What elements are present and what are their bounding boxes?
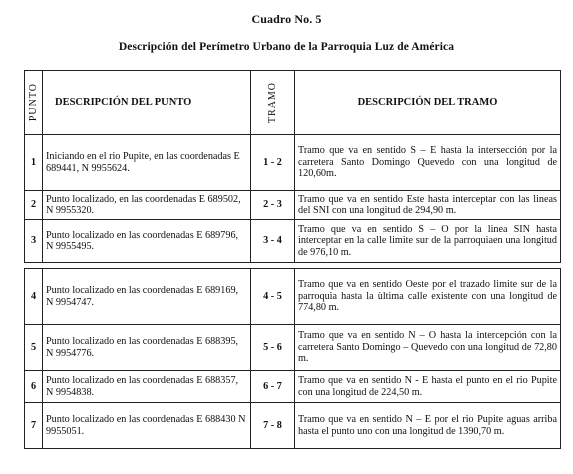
point-description: Punto localizado, en las coordenadas E 689502, N 9955320. xyxy=(43,191,251,220)
point-description: Punto localizado en las coordenadas E 688357, N 9954838. xyxy=(43,371,251,403)
row-number: 3 xyxy=(25,220,43,263)
segment-label: 6 - 7 xyxy=(251,371,295,403)
header-descripcion-punto: DESCRIPCIÓN DEL PUNTO xyxy=(43,71,251,135)
header-punto: PUNTO xyxy=(25,71,43,135)
document-title: Cuadro No. 5 xyxy=(251,12,322,26)
row-number: 2 xyxy=(25,191,43,220)
point-description: Iniciando en el rio Pupite, en las coordenadas E 689441, N 9955624. xyxy=(43,135,251,191)
table-header-row xyxy=(25,71,561,135)
segment-label: 4 - 5 xyxy=(251,269,295,325)
point-description: Punto localizado en las coordenadas E 689796, N 9955495. xyxy=(43,220,251,263)
table-row xyxy=(25,191,561,220)
segment-label: 7 - 8 xyxy=(251,403,295,449)
table-row xyxy=(25,220,561,263)
segment-label: 3 - 4 xyxy=(251,220,295,263)
segment-description: Tramo que va en sentido S – O por la linea SIN hasta interceptar en la calle limite sur de la parroquiaen una longitud de 976,10 m. xyxy=(295,220,561,263)
point-description: Punto localizado en las coordenadas E 688430 N 9955051. xyxy=(43,403,251,449)
segment-description: Tramo que va en sentido N - E hasta el punto en el rio Pupite con una longitud de 224,50 m. xyxy=(295,371,561,403)
row-number: 5 xyxy=(25,325,43,371)
perimeter-table-part-2 xyxy=(24,268,561,449)
row-number: 6 xyxy=(25,371,43,403)
segment-description: Tramo que va en sentido Oeste por el trazado limite sur de la parroquia hasta la ùltima calle existente con una longitud de 774,80 m. xyxy=(295,269,561,325)
table-row xyxy=(25,403,561,449)
table-row xyxy=(25,325,561,371)
segment-description: Tramo que va en sentido Este hasta interceptar con las lineas del SNI con una longitud de 294,90 m. xyxy=(295,191,561,220)
table-row xyxy=(25,135,561,191)
table-row xyxy=(25,371,561,403)
segment-description: Tramo que va en sentido N – O hasta la intercepción con la carretera Santo Domingo – Quevedo con una longitud de 72,80 m. xyxy=(295,325,561,371)
point-description: Punto localizado en las coordenadas E 688395, N 9954776. xyxy=(43,325,251,371)
segment-description: Tramo que va en sentido N – E por el rio Pupite aguas arriba hasta el punto uno con una longitud de 1390,70 m. xyxy=(295,403,561,449)
segment-description: Tramo que va en sentido S – E hasta la intersección por la carretera Santo Domingo Quevedo con una longitud de 120,60m. xyxy=(295,135,561,191)
segment-label: 5 - 6 xyxy=(251,325,295,371)
header-descripcion-tramo: DESCRIPCIÓN DEL TRAMO xyxy=(295,71,561,135)
row-number: 1 xyxy=(25,135,43,191)
row-number: 4 xyxy=(25,269,43,325)
point-description: Punto localizado en las coordenadas E 689169, N 9954747. xyxy=(43,269,251,325)
segment-label: 1 - 2 xyxy=(251,135,295,191)
table-row xyxy=(25,269,561,325)
row-number: 7 xyxy=(25,403,43,449)
perimeter-table-part-1 xyxy=(24,70,561,263)
header-tramo: TRAMO xyxy=(251,71,295,135)
document-subtitle: Descripción del Perímetro Urbano de la Parroquia Luz de América xyxy=(118,41,455,53)
segment-label: 2 - 3 xyxy=(251,191,295,220)
